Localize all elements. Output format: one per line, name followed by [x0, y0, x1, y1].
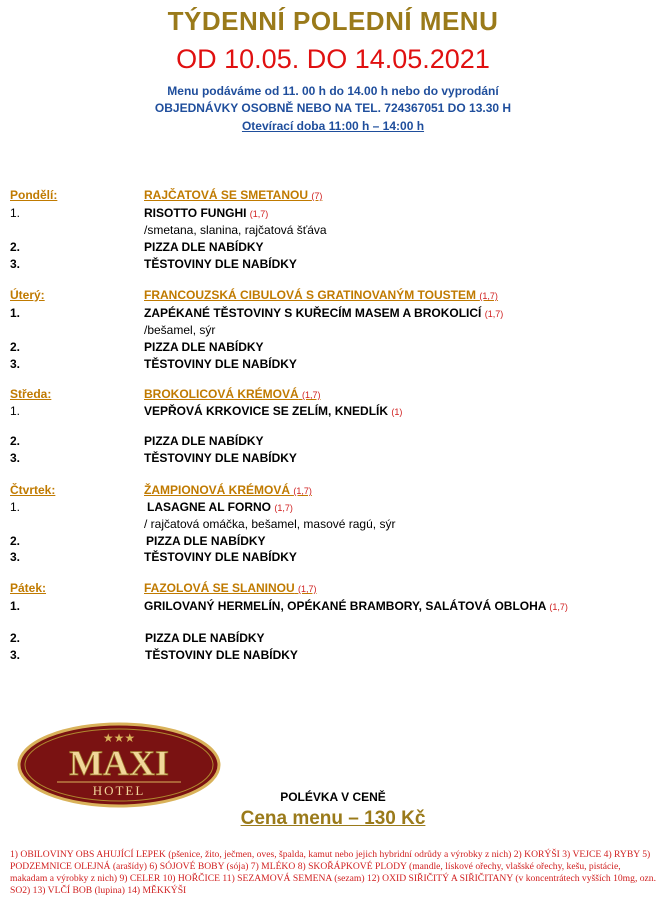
dish-friday-3: TĚSTOVINY DLE NABÍDKY — [145, 648, 298, 662]
item-number: 2. — [10, 340, 21, 354]
opening-hours: Otevírací doba 11:00 h – 14:00 h — [241, 119, 425, 133]
day-label-monday: Pondělí: — [10, 188, 58, 202]
item-number: 1. — [10, 206, 21, 220]
item-number: 2. — [10, 534, 21, 548]
dish-tuesday-3: TĚSTOVINY DLE NABÍDKY — [144, 357, 297, 371]
dish-monday-1-desc: /smetana, slanina, rajčatová šťáva — [144, 223, 327, 237]
dish-friday-2: PIZZA DLE NABÍDKY — [145, 631, 265, 645]
dish-tuesday-1: ZAPÉKANÉ TĚSTOVINY S KUŘECÍM MASEM A BROKOLICÍ (1,7) — [144, 306, 504, 320]
soup-monday: RAJČATOVÁ SE SMETANOU (7) — [144, 188, 323, 202]
dish-thursday-3: TĚSTOVINY DLE NABÍDKY — [144, 550, 297, 564]
dish-thursday-1: LASAGNE AL FORNO (1,7) — [147, 500, 293, 514]
allergen-legend: 1) OBILOVINY OBS AHUJÍCÍ LEPEK (pšenice, žito, ječmen, oves, špalda, kamut nebo jejich hybridní odrůdy a výrobky z nich) 2) KORÝŠI 3) VEJCE 4) RYBY 5) PODZEMNICE OLEJNÁ (arašídy) 6) SÓJOVÉ BOBY (sója) 7) MLÉKO 8) SKOŘÁPKOVÉ PLODY (mandle, lískové ořechy, vlašské ořechy, kešu, pistácie, makadam a výrobky z nich) 9) CELER 10) HOŘČICE 11) SEZAMOVÁ SEMENA (sezam) 12) OXID SIŘIČITÝ A SIŘIČITANY (v koncentrátech vyšších 10mg, ozn. SO2) 13) VLČÍ BOB (lupina) 14) MĚKKÝŠI — [10, 849, 656, 896]
soup-included-note: POLÉVKA V CENĚ — [280, 790, 386, 804]
logo-name: MAXI — [69, 743, 169, 783]
day-label-wednesday: Středa: — [10, 387, 52, 401]
item-number: 2. — [10, 240, 21, 254]
item-number: 3. — [10, 257, 21, 271]
item-number: 3. — [10, 451, 21, 465]
item-number: 3. — [10, 357, 21, 371]
item-number: 3. — [10, 648, 21, 662]
day-label-thursday: Čtvrtek: — [10, 483, 56, 497]
serving-info: Menu podáváme od 11. 00 h do 14.00 h nebo do vyprodání — [167, 84, 499, 98]
day-label-friday: Pátek: — [10, 581, 47, 595]
menu-title: TÝDENNÍ POLEDNÍ MENU — [167, 6, 499, 36]
dish-tuesday-2: PIZZA DLE NABÍDKY — [144, 340, 264, 354]
item-number: 1. — [10, 500, 21, 514]
dish-wednesday-1: VEPŘOVÁ KRKOVICE SE ZELÍM, KNEDLÍK (1) — [144, 404, 403, 418]
item-number: 1. — [10, 404, 21, 418]
item-number: 1. — [10, 599, 21, 613]
soup-thursday: ŽAMPIONOVÁ KRÉMOVÁ (1,7) — [144, 483, 312, 497]
dish-tuesday-1-desc: /bešamel, sýr — [144, 323, 216, 337]
dish-thursday-2: PIZZA DLE NABÍDKY — [146, 534, 266, 548]
soup-friday: FAZOLOVÁ SE SLANINOU (1,7) — [144, 581, 317, 595]
item-number: 1. — [10, 306, 21, 320]
dish-monday-2: PIZZA DLE NABÍDKY — [144, 240, 264, 254]
dish-friday-1: GRILOVANÝ HERMELÍN, OPÉKANÉ BRAMBORY, SALÁTOVÁ OBLOHA (1,7) — [144, 599, 568, 613]
item-number: 2. — [10, 434, 21, 448]
order-info: OBJEDNÁVKY OSOBNĚ NEBO NA TEL. 724367051 DO 13.30 H — [154, 101, 512, 115]
day-label-tuesday: Úterý: — [10, 288, 45, 302]
logo-sub: HOTEL — [92, 783, 146, 798]
dish-monday-1: RISOTTO FUNGHI (1,7) — [144, 206, 269, 220]
logo-stars: ★★★ — [102, 731, 136, 745]
dish-wednesday-2: PIZZA DLE NABÍDKY — [144, 434, 264, 448]
menu-price: Cena menu – 130 Kč — [240, 808, 426, 829]
dish-monday-3: TĚSTOVINY DLE NABÍDKY — [144, 257, 297, 271]
menu-dates: OD 10.05. DO 14.05.2021 — [176, 44, 490, 74]
dish-thursday-1-desc: / rajčatová omáčka, bešamel, masové ragú, sýr — [144, 517, 396, 531]
soup-tuesday: FRANCOUZSKÁ CIBULOVÁ S GRATINOVANÝM TOUSTEM (1,7) — [144, 288, 498, 302]
item-number: 3. — [10, 550, 21, 564]
dish-wednesday-3: TĚSTOVINY DLE NABÍDKY — [144, 451, 297, 465]
soup-wednesday: BROKOLICOVÁ KRÉMOVÁ (1,7) — [144, 387, 321, 401]
item-number: 2. — [10, 631, 21, 645]
